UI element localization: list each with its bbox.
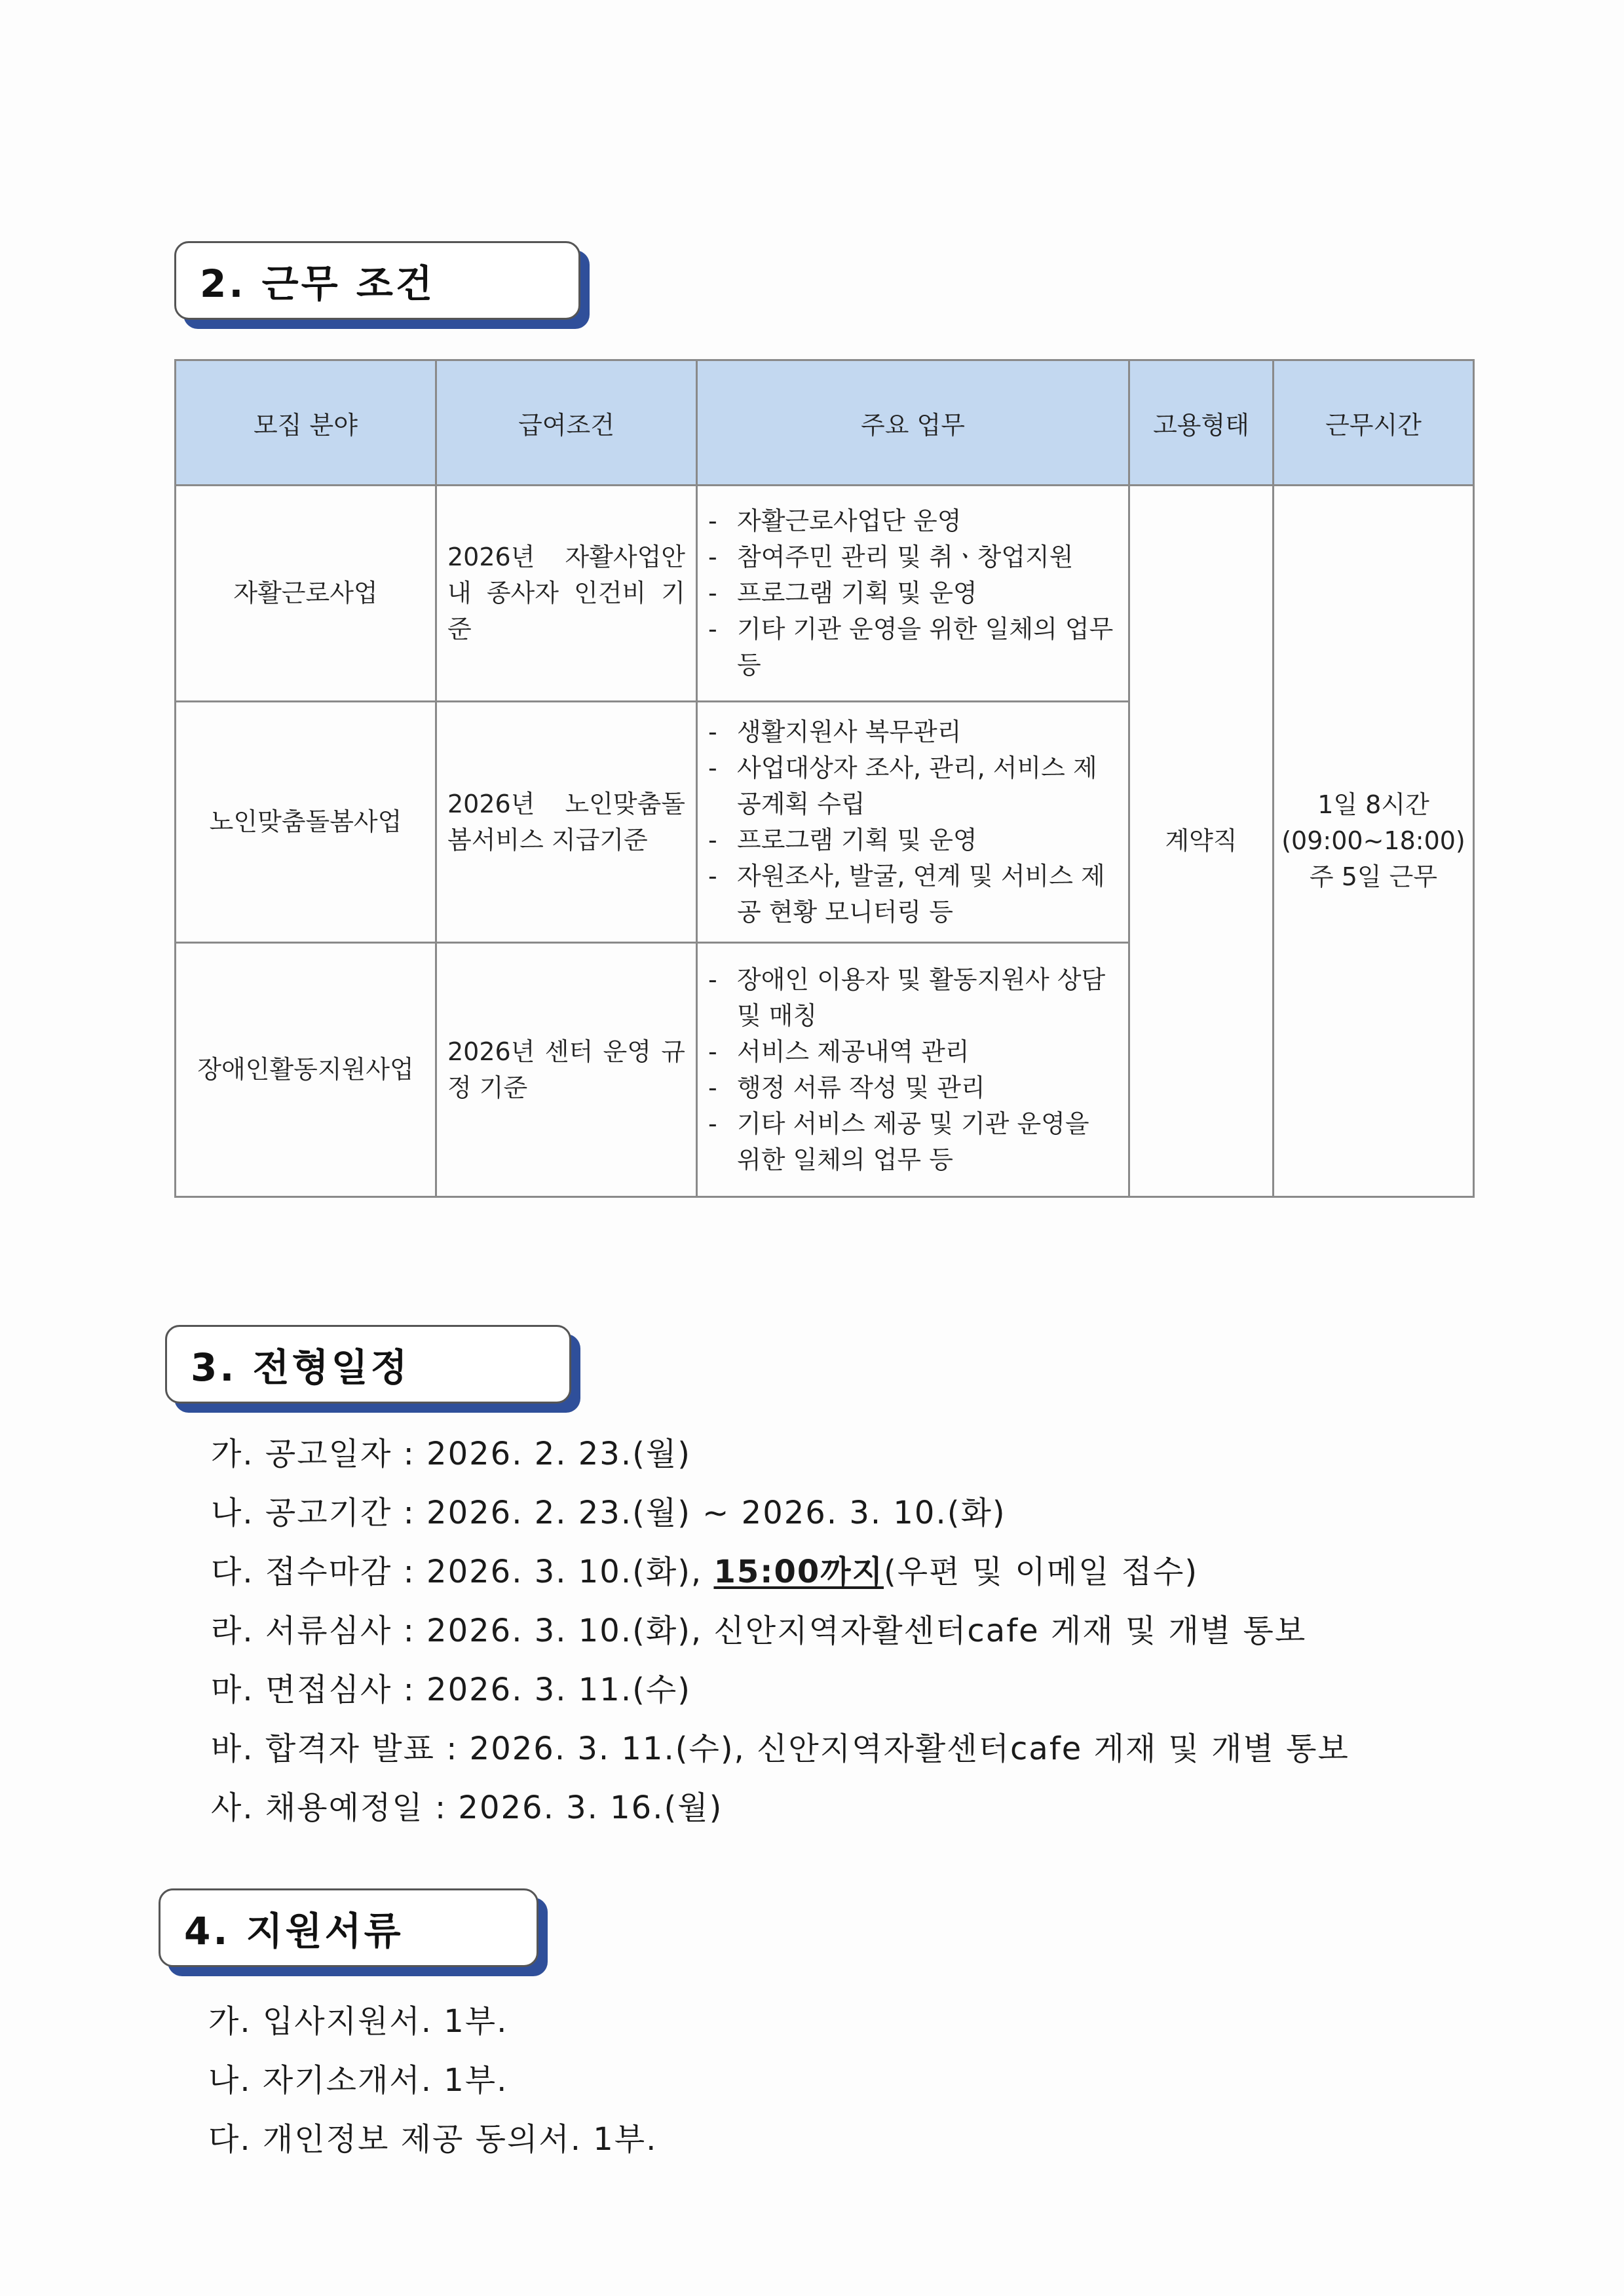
duty-item: - 생활지원사 복무관리 [708, 717, 962, 746]
duty-item: - 자원조사, 발굴, 연계 및 서비스 제공 현황 모니터링 등 [708, 861, 1105, 927]
duty-item: - 사업대상자 조사, 관리, 서비스 제공계획 수립 [708, 753, 1097, 818]
duty-item: - 프로그램 기획 및 운영 [708, 579, 977, 607]
section-4-title: 4. 지원서류 [184, 1909, 404, 1953]
row-category: 노인맞춤돌봄사업 [176, 702, 436, 943]
duty-item: - 장애인 이용자 및 활동지원사 상담 및 매칭 [708, 965, 1106, 1030]
duty-item: - 행정 서류 작성 및 관리 [708, 1073, 985, 1102]
work-hours-line: (09:00~18:00) [1281, 826, 1465, 855]
list-item: 바. 합격자 발표 : 2026. 3. 11.(수), 신안지역자활센터cafe 게재 및 개별 통보 [211, 1731, 1350, 1767]
row-category: 장애인활동지원사업 [176, 943, 436, 1197]
row-pay: 2026년 센터 운영 규정 기준 [436, 943, 697, 1197]
work-conditions-table [174, 359, 1475, 1198]
list-item: 사. 채용예정일 : 2026. 3. 16.(월) [211, 1789, 723, 1826]
deadline-prefix: 다. 접수마감 : 2026. 3. 10.(화), [211, 1554, 714, 1590]
table-row [176, 486, 1474, 702]
row-duties [697, 702, 1129, 943]
list-item: 마. 면접심사 : 2026. 3. 11.(수) [211, 1672, 691, 1708]
header-pay: 급여조건 [436, 360, 697, 486]
list-item: 나. 자기소개서. 1부. [208, 2062, 508, 2099]
duty-item: - 프로그램 기획 및 운영 [708, 825, 977, 854]
list-item: 가. 입사지원서. 1부. [208, 2003, 508, 2040]
row-pay: 2026년 노인맞춤돌봄서비스 지급기준 [436, 702, 697, 943]
list-item: 다. 개인정보 제공 동의서. 1부. [208, 2121, 658, 2158]
table-header-row [176, 360, 1474, 486]
deadline-suffix: (우편 및 이메일 접수) [883, 1554, 1199, 1590]
documents-list [208, 1992, 657, 2169]
row-pay: 2026년 자활사업안내 종사자 인건비 기준 [436, 486, 697, 702]
employment-type-cell: 계약직 [1129, 486, 1274, 1197]
section-2-title: 2. 근무 조건 [200, 261, 435, 306]
row-duties [697, 943, 1129, 1197]
work-hours-cell [1274, 486, 1474, 1197]
deadline-time: 15:00까지 [713, 1554, 884, 1590]
section-3-heading [165, 1325, 571, 1404]
list-item: 라. 서류심사 : 2026. 3. 10.(화), 신안지역자활센터cafe 게재 및 개별 통보 [211, 1613, 1307, 1649]
duty-item: - 기타 기관 운영을 위한 일체의 업무 등 [708, 615, 1114, 679]
work-hours-line: 1일 8시간 [1317, 790, 1429, 819]
duty-item: - 서비스 제공내역 관리 [708, 1037, 970, 1066]
list-item: 나. 공고기간 : 2026. 2. 23.(월) ~ 2026. 3. 10.(화) [211, 1495, 1006, 1531]
section-3-title: 3. 전형일정 [191, 1345, 410, 1390]
duty-item: - 기타 서비스 제공 및 기관 운영을 위한 일체의 업무 등 [708, 1109, 1089, 1174]
schedule-list [211, 1425, 1350, 1837]
duty-item: - 자활근로사업단 운영 [708, 507, 962, 535]
header-category: 모집 분야 [176, 360, 436, 486]
list-item: 가. 공고일자 : 2026. 2. 23.(월) [211, 1436, 691, 1472]
row-duties [697, 486, 1129, 702]
header-employment-type: 고용형태 [1129, 360, 1274, 486]
section-4-heading [159, 1888, 538, 1967]
work-hours-line: 주 5일 근무 [1309, 862, 1438, 891]
header-duties: 주요 업무 [697, 360, 1129, 486]
duty-item: - 참여주민 관리 및 취ㆍ창업지원 [708, 543, 1074, 571]
list-item [211, 1542, 1350, 1601]
header-work-hours: 근무시간 [1274, 360, 1474, 486]
row-category: 자활근로사업 [176, 486, 436, 702]
section-2-heading [174, 241, 580, 320]
